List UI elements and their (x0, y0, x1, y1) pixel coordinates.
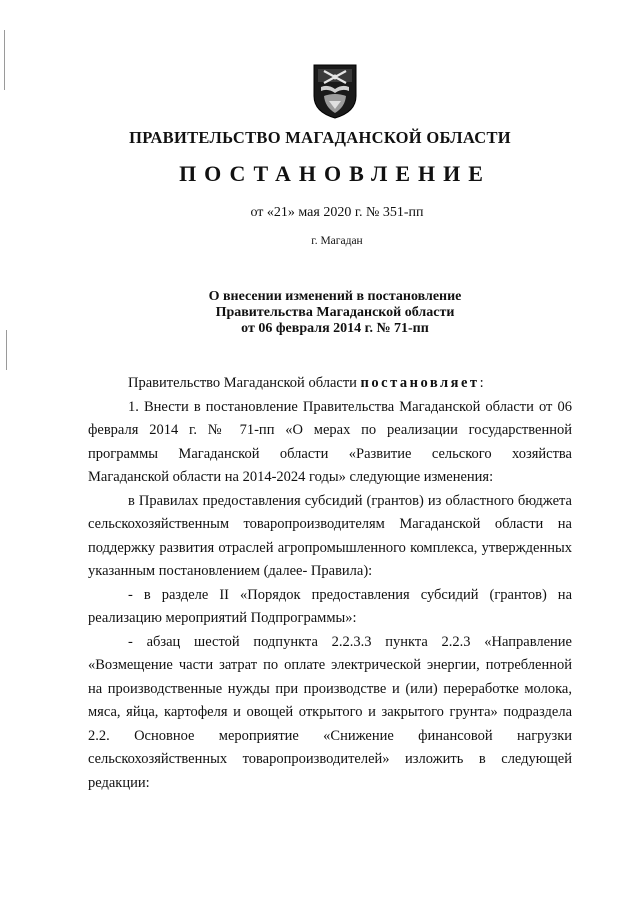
subject-line: от 06 февраля 2014 г. № 71-пп (241, 321, 429, 336)
document-date-number: от «21» мая 2020 г. № 351-пп (250, 205, 424, 220)
scan-edge-mark (4, 30, 5, 90)
body-paragraph: - абзац шестой подпункта 2.2.3.3 пункта 2.2.3 «Направление «Возмещение части затрат по оплате электрической энергии, потребленной на производственные нужды при производстве и (или) переработке молока, мяса, яйца, картофеля и овощей открытого и закрытого грунта» подраздела 2.2. Основное мероприятие «Снижение финансовой нагрузки сельскохозяйственных товаропроизводителей» изложить в следующей редакции: (88, 633, 572, 791)
body-paragraph-intro (88, 372, 572, 396)
document-body (88, 372, 572, 795)
document-city: г. Магадан (311, 235, 363, 247)
intro-tail: : (479, 375, 484, 391)
coat-of-arms-icon (311, 62, 359, 120)
subject-line: О внесении изменений в постановление (208, 289, 462, 304)
body-paragraph: - в разделе II «Порядок предоставления субсидий (грантов) на реализацию мероприятий Подпрограммы»: (88, 586, 572, 626)
government-title: ПРАВИТЕЛЬСТВО МАГАДАНСКОЙ ОБЛАСТИ (129, 128, 511, 147)
intro-decree-word: постановляет (360, 375, 480, 391)
body-paragraph: 1. Внести в постановление Правительства Магаданской области от 06 февраля 2014 г. № 71-пп «О мерах по реализации государственной программы Магаданской области «Развитие сельского хозяйства Магаданской области на 2014-2024 годы» следующие изменения: (88, 398, 572, 485)
intro-lead: Правительство Магаданской области (128, 375, 361, 391)
subject-line: Правительства Магаданской области (215, 305, 455, 320)
document-type: ПОСТАНОВЛЕНИЕ (179, 161, 491, 186)
body-paragraph: в Правилах предоставления субсидий (грантов) из областного бюджета сельскохозяйственным товаропроизводителям Магаданской области на поддержку развития отраслей агропромышленного комплекса, утвержденных указанным постановлением (далее- Правила): (88, 492, 572, 579)
document-subject (0, 289, 640, 337)
